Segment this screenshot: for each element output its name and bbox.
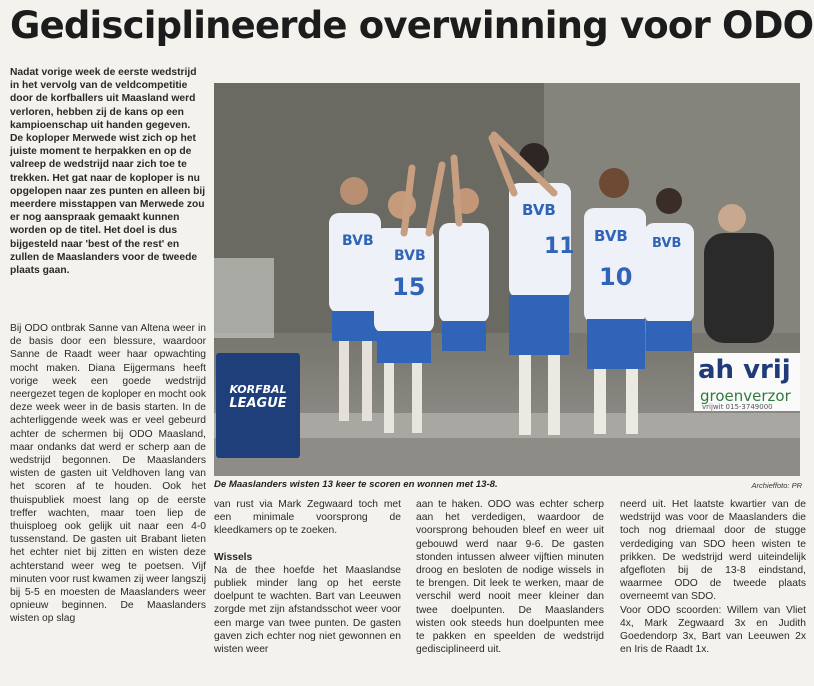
photo-credit: Archieffoto: PR [751,481,802,490]
jersey-number: 15 [392,273,426,301]
paragraph: Bij ODO ontbrak Sanne van Altena weer in de basis door een blessure, waardoor Sanne de Raadt weer haar opwachting mocht maken. Diana Eijgermans heeft vorige week een goede wedstrijd neergezet tegen de koploper en mocht ook deze week weer in de basis starten. In de achterliggende week was er veel gebeurd achter de schermen bij ODO Maasland, maar ondanks dat werd er scherp aan de wedstrijd begonnen. De Maaslanders wisten de gasten uit Veldhoven lang van het scoren af te houden. Ook het thuispubliek moest lang op de eerste treffer wachten, maar toen liep de thuisploeg ook gelijk uit naar een 4-0 tussenstand. De gasten uit Brabant lieten het echter niet bij zitten en wisten deze achterstand weer weg te poetsen. Vijf minuten voor rust kwamen zij weer langszij bij 5-5 en moesten de Maaslanders weer opnieuw beginnen. De Maaslanders wisten op slag [10,323,206,625]
paragraph: Voor ODO scoorden: Willem van Vliet 4x, Mark Zegwaard 3x en Judith Goedendorp 3x, Bart van Leeuwen 2x en Iris de Raadt 1x. [620,604,806,656]
jersey-number: 10 [599,263,633,291]
article-column-4 [620,498,806,656]
section-subhead: Wissels [214,551,253,563]
sponsor-banner: ah vrij groenverzor vrijwit 015-3749000 [694,353,800,411]
jersey-text: BVB [594,227,628,245]
photo-caption: De Maaslanders wisten 13 keer te scoren en wonnen met 13-8. [214,479,498,490]
korfbal-league-banner: KORFBAL LEAGUE [216,353,300,458]
article-column-2 [214,498,401,656]
paragraph: neerd uit. Het laatste kwartier van de wedstrijd was voor de Maaslanders die toch nog driemaal door de stugge verdediging van SDO heen wisten te prikken. De wedstrijd werd uiteindelijk afgefloten bij de 13-8 eindstand, waarmee ODO de tweede plaats overneemt van SDO. [620,499,806,603]
paragraph: aan te haken. ODO was echter scherp aan het verdedigen, waardoor de voorsprong behouden bleef en weer uit gebouwd werd naar 9-6. De gasten stonden intussen alweer vijftien minuten droog en besloten de nodige wissels in te brengen. Dit leek te werken, maar de verschil werd nooit meer kleiner dan twee doelpunten. De Maaslanders wisten ook steeds hun doelpunten mee te pakken en speelden de wedstrijd gedisciplineerd uit. [416,499,604,656]
article-headline: Gedisciplineerde overwinning voor ODO [10,4,814,47]
jersey-text: BVB [342,233,374,249]
article-column-3 [416,498,604,656]
paragraph: Na de thee hoefde het Maaslandse publiek minder lang op het eerste doelpunt te wachten. Bart van Leeuwen zorgde met zijn afstandsschot weer voor een marge van twee punten. De gasten gaven zich echter nog niet gewonnen en wisten weer [214,564,401,656]
jersey-text: BVB [522,201,556,219]
jersey-text: BVB [652,236,682,251]
article-column-1 [10,322,206,626]
paragraph: van rust via Mark Zegwaard toch met een minimale voorsprong de kleedkamers op te zoeken. [214,499,401,537]
article-photo [214,83,800,476]
jersey-text: BVB [394,248,426,264]
jersey-number: 11 [544,234,575,259]
korfball-team-photo [214,83,800,476]
article-intro: Nadat vorige week de eerste wedstrijd in het vervolg van de veldcompetitie door de korfballers uit Maasland werd verloren, hebben zij de kans op een kampioenschap uit handen gegeven. De koploper Merwede wist zich op het juiste moment te herpakken en op de valreep de wedstrijd naar zich toe te trekken. Het gat naar de koploper is nu opgelopen naar zes punten en alleen bij meerdere misstappen van Merwede zou er nog aanspraak gemaakt kunnen worden op de titel. Het doel is dus bijgesteld naar 'best of the rest' en zullen de Maaslanders voor de tweede plaats gaan. [10,67,206,277]
